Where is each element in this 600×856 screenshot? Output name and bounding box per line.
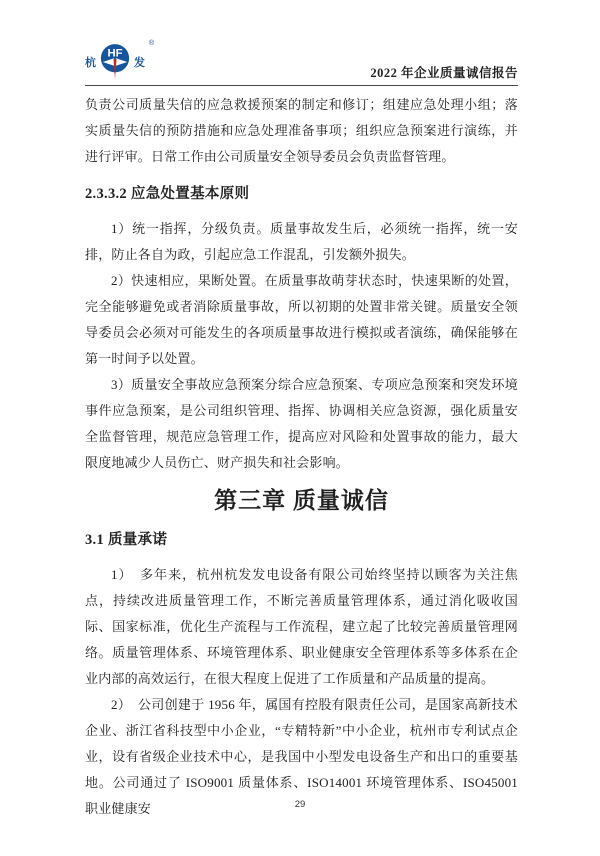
emergency-principle-item-3: 3）质量安全事故应急预案分综合应急预案、专项应急预案和突发环境事件应急预案，是公司组织管理、指挥、协调相关应急资源，强化质量安全监督管理，规范应急管理工作，提高应对风险和处置事故的能力，最大限度地减少人员伤亡、财产损失和社会影响。	[85, 377, 518, 470]
report-header-title: 2022 年企业质量诚信报告	[370, 66, 518, 80]
logo-right-character: 发	[134, 56, 145, 69]
logo-left-character: 杭	[85, 56, 96, 69]
hf-emblem-icon	[99, 42, 131, 82]
registered-trademark-icon: ®	[148, 40, 154, 47]
emergency-principle-item-2: 2）快速相应，果断处置。在质量事故萌芽状态时，快速果断的处置，完全能够避免或者消除质量事故，所以初期的处置非常关键。质量安全领导委员会必须对可能发生的各项质量事故进行模拟或者演练，确保能够在第一时间予以处置。	[85, 273, 518, 366]
chapter-3-title: 第三章 质量诚信	[214, 488, 389, 513]
quality-commitment-paragraph-2: 2） 公司创建于 1956 年，属国有控股有限责任公司，是国家高新技术企业、浙江省科技型中小企业，“专精特新”中小企业，杭州市专利试点企业，设有省级企业技术中心，是我国中小型发电设备生产和出口的重要基地。公司通过了 ISO9001 质量体系、ISO14001 环境管理体系、ISO45001 职业健康安	[85, 697, 518, 816]
quality-commitment-paragraph-1: 1） 多年来，杭州杭发发电设备有限公司始终坚持以顾客为关注焦点，持续改进质量管理工作，不断完善质量管理体系，通过消化吸收国际、国家标准，优化生产流程与工作流程，建立起了比较完善质量管理网络。质量管理体系、环境管理体系、职业健康安全管理体系等多体系在企业内部的高效运行，在很大程度上促进了工作质量和产品质量的提高。	[85, 567, 518, 686]
company-logo	[85, 40, 154, 82]
page-number: 29	[294, 799, 306, 810]
continuation-paragraph: 负责公司质量失信的应急救援预案的制定和修订；组建应急处理小组；落实质量失信的预防措施和应急处理准备事项；组织应急预案进行演练，并进行评审。日常工作由公司质量安全领导委员会负责监督管理。	[85, 97, 518, 164]
section-heading-2-3-3-2: 2.3.3.2 应急处置基本原则	[85, 186, 250, 202]
logo-emblem-letters: HF	[107, 47, 123, 60]
emergency-principle-item-1: 1）统一指挥，分级负责。质量事故发生后，必须统一指挥，统一安排，防止各自为政，引起应急工作混乱，引发额外损失。	[85, 221, 518, 262]
section-heading-3-1: 3.1 质量承诺	[85, 532, 168, 548]
document-body	[85, 92, 518, 822]
page-header	[85, 42, 518, 86]
